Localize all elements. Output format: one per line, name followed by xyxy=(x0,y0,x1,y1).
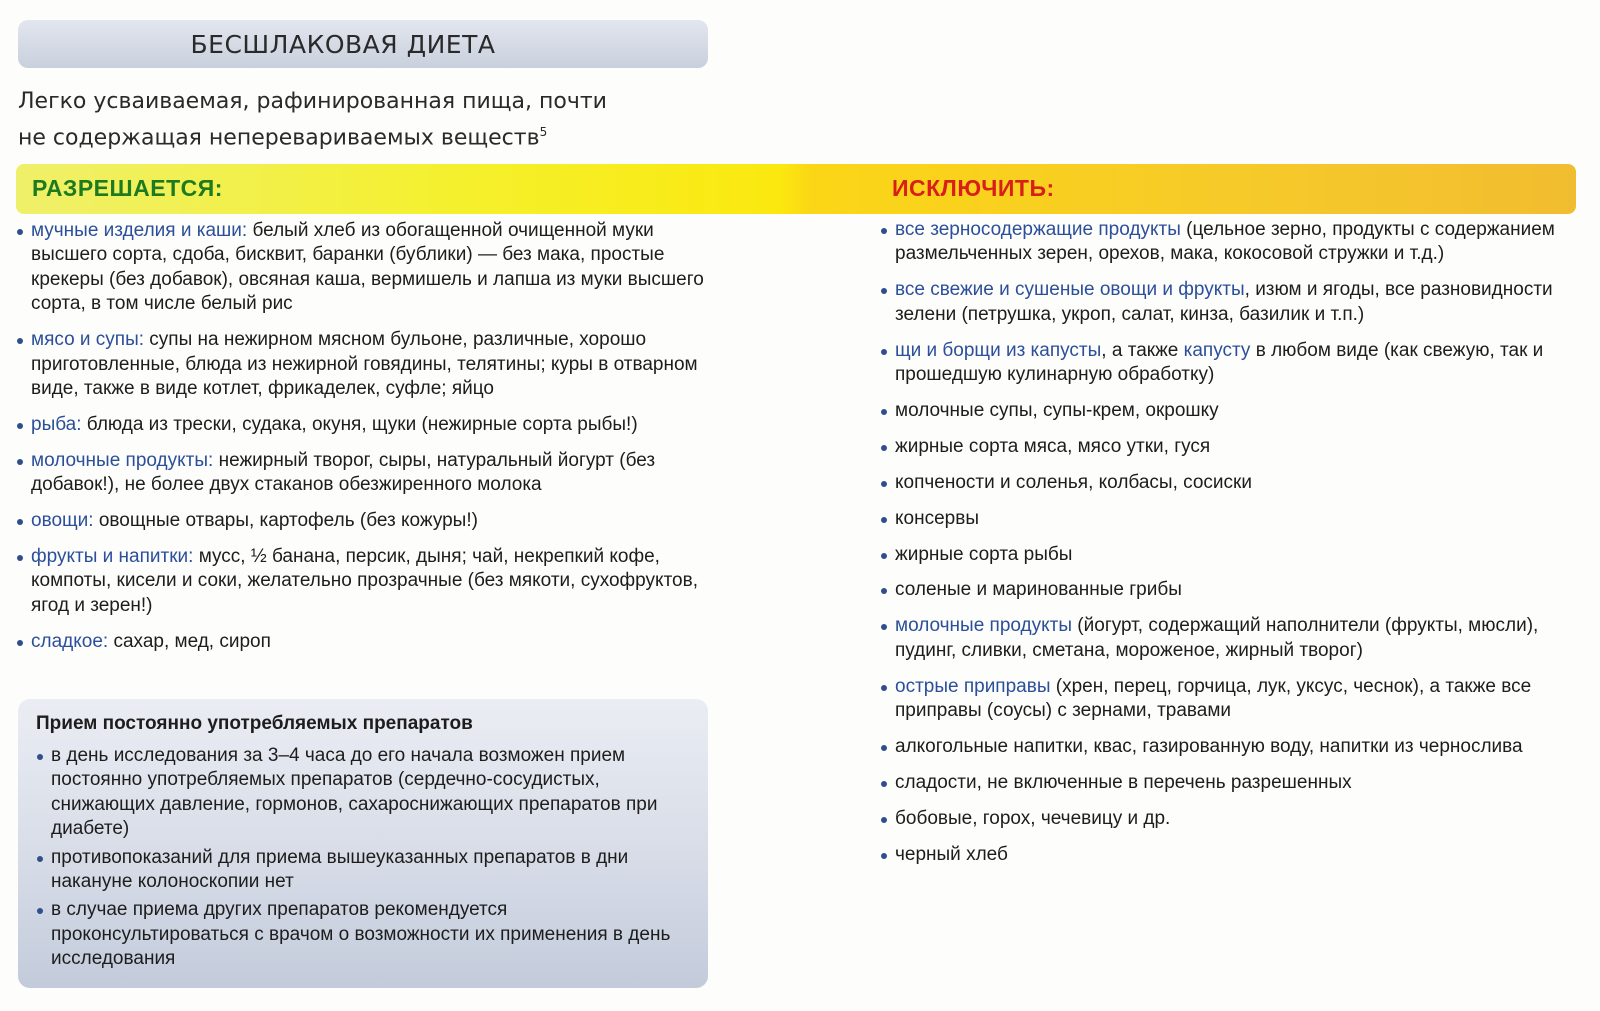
page-title: БЕСШЛАКОВАЯ ДИЕТА xyxy=(190,29,496,59)
excluded-text: (цельное зерно, продукты с содержанием размельченных зерен, орехов, мака, кокосовой стружки и т.д.) xyxy=(895,219,1555,265)
allowed-category: рыба: xyxy=(31,413,82,435)
excluded-text: (йогурт, содержащий наполнители (фрукты, мюсли), пудинг, сливки, сметана, мороженое, жирный творог) xyxy=(895,615,1539,661)
allowed-category: мучные изделия и каши: xyxy=(31,220,248,241)
medication-item: противопоказаний для приема вышеуказанных препаратов в дни накануне колоноскопии нет xyxy=(36,846,690,895)
allowed-heading: РАЗРЕШАЕТСЯ: xyxy=(32,175,223,201)
subtitle-line-1: Легко усваиваемая, рафинированная пища, почти xyxy=(18,89,607,114)
excluded-item xyxy=(880,614,1580,663)
excluded-category: острые приправы xyxy=(895,675,1051,697)
excluded-item xyxy=(880,771,1580,795)
subtitle-line-2: не содержащая неперевариваемых веществ xyxy=(18,125,540,151)
excluded-category: щи и борщи из капусты xyxy=(895,339,1102,361)
excluded-item xyxy=(880,735,1580,759)
allowed-category: мясо и супы: xyxy=(31,329,145,351)
excluded-text: черный хлеб xyxy=(895,843,1008,865)
excluded-text: жирные сорта рыбы xyxy=(895,543,1073,565)
allowed-text: мусс, ½ банана, персик, дыня; чай, некрепкий кофе, компоты, кисели и соки, желательно прозрачные (без мякоти, сухофруктов, ягод и зерен!) xyxy=(31,545,698,616)
excluded-text: жирные сорта мяса, мясо утки, гуся xyxy=(895,435,1211,457)
excluded-item xyxy=(880,578,1580,602)
excluded-item xyxy=(880,278,1580,327)
allowed-category: фрукты и напитки: xyxy=(31,545,194,567)
excluded-text: в любом виде (как свежую, так и прошедшую кулинарную обработку) xyxy=(895,339,1544,386)
allowed-text: белый хлеб из обогащенной очищенной муки высшего сорта, сдоба, бисквит, баранки (бублики) — без мака, простые крекеры (без добавок), овсяная каша, вермишель и лапша из муки высшего сорта, в том числе белый рис xyxy=(31,220,704,315)
excluded-item xyxy=(880,339,1580,388)
medications-list xyxy=(36,744,690,972)
excluded-text: молочные супы, супы-крем, окрошку xyxy=(895,399,1219,421)
excluded-category: капусту xyxy=(1183,339,1251,361)
excluded-item xyxy=(880,843,1580,867)
allowed-item xyxy=(16,449,716,498)
excluded-text: бобовые, горох, чечевицу и др. xyxy=(895,807,1171,829)
title-banner xyxy=(18,20,708,68)
excluded-heading: ИСКЛЮЧИТЬ: xyxy=(892,175,1055,201)
allowed-text: блюда из трески, судака, окуня, щуки (нежирные сорта рыбы!) xyxy=(81,413,638,435)
excluded-item xyxy=(880,471,1580,495)
excluded-text: копчености и соленья, колбасы, сосиски xyxy=(895,471,1252,493)
allowed-category: сладкое: xyxy=(31,630,109,652)
footnote-ref: 5 xyxy=(539,125,548,139)
excluded-list xyxy=(880,218,1580,879)
medications-title: Прием постоянно употребляемых препаратов xyxy=(36,713,473,734)
excluded-category: все свежие и сушеные овощи и фрукты xyxy=(895,279,1245,301)
allowed-text: супы на нежирном мясном бульоне, различные, хорошо приготовленные, блюда из нежирной говядины, телятины; куры в отварном виде, также в виде котлет, фрикаделек, суфле; яйцо xyxy=(31,329,698,399)
excluded-item xyxy=(880,507,1580,531)
excluded-item xyxy=(880,807,1580,831)
excluded-item xyxy=(880,435,1580,459)
section-header-band xyxy=(16,164,1576,214)
excluded-item xyxy=(880,399,1580,423)
subtitle xyxy=(18,86,698,153)
excluded-text: соленые и маринованные грибы xyxy=(895,579,1182,601)
excluded-text: консервы xyxy=(895,507,979,529)
allowed-item xyxy=(16,630,716,654)
excluded-category: все зерносодержащие продукты xyxy=(895,219,1181,240)
medication-item: в случае приема других препаратов рекомендуется проконсультироваться с врачом о возможности их применения в день исследования xyxy=(36,898,690,971)
excluded-category: молочные продукты xyxy=(895,615,1073,637)
excluded-item xyxy=(880,675,1580,724)
medications-box xyxy=(18,699,708,988)
allowed-text: сахар, мед, сироп xyxy=(108,630,271,652)
allowed-list xyxy=(16,219,716,666)
allowed-category: молочные продукты: xyxy=(31,449,214,471)
excluded-text: (хрен, перец, горчица, лук, уксус, чеснок), а также все приправы (соусы) с зернами, травами xyxy=(895,675,1532,722)
allowed-item xyxy=(16,545,716,618)
medication-item: в день исследования за 3–4 часа до его начала возможен прием постоянно употребляемых препаратов (сердечно-сосудистых, снижающих давление, гормонов, сахароснижающих препаратов при диабете) xyxy=(36,744,690,842)
allowed-item xyxy=(16,413,716,437)
excluded-text: алкогольные напитки, квас, газированную воду, напитки из чернослива xyxy=(895,736,1523,757)
excluded-item xyxy=(880,543,1580,567)
allowed-text: овощные отвары, картофель (без кожуры!) xyxy=(93,510,478,532)
allowed-item xyxy=(16,328,716,401)
excluded-text: , изюм и ягоды, все разновидности зелени (петрушка, укроп, салат, кинза, базилик и т.п.) xyxy=(895,279,1553,325)
excluded-item xyxy=(880,218,1580,267)
allowed-category: овощи: xyxy=(31,510,94,532)
excluded-text: , а также xyxy=(1101,339,1184,361)
excluded-text: сладости, не включенные в перечень разрешенных xyxy=(895,771,1352,793)
allowed-text: нежирный творог, сыры, натуральный йогурт (без добавок!), не более двух стаканов обезжиренного молока xyxy=(31,449,656,496)
allowed-item xyxy=(16,509,716,533)
allowed-item xyxy=(16,219,716,317)
